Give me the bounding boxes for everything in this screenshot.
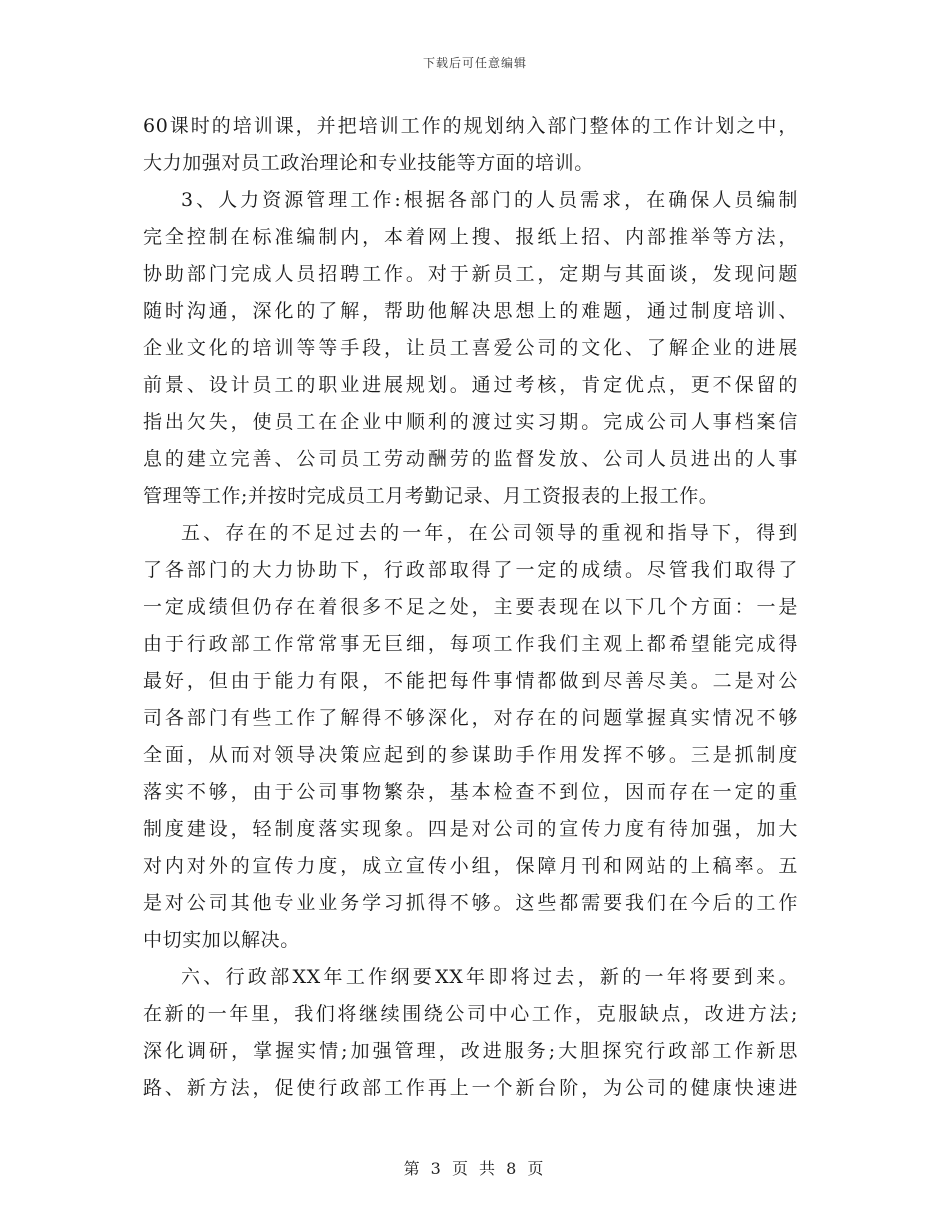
text-line: 是对公司其他专业业务学习抓得不够。这些都需要我们在今后的工作	[143, 892, 798, 914]
text-line: 息的建立完善、公司员工劳动酬劳的监督发放、公司人员进出的人事	[143, 448, 798, 470]
text-line: 指出欠失，使员工在企业中顺利的渡过实习期。完成公司人事档案信	[143, 411, 798, 433]
text-line: 最好，但由于能力有限，不能把每件事情都做到尽善尽美。二是对公	[143, 670, 798, 692]
text-line: 大力加强对员工政治理论和专业技能等方面的培训。	[143, 152, 594, 174]
page-header: 下载后可任意编辑	[422, 56, 527, 70]
text-line: 制度建设，轻制度落实现象。四是对公司的宣传力度有待加强，加大	[143, 818, 798, 840]
text-line: 完全控制在标准编制内，本着网上搜、报纸上招、内部推举等方法，	[143, 226, 798, 248]
text-line: 中切实加以解决。	[143, 929, 300, 951]
text-line: 由于行政部工作常常事无巨细，每项工作我们主观上都希望能完成得	[143, 633, 798, 655]
text-line: 3、人力资源管理工作:根据各部门的人员需求，在确保人员编制	[181, 189, 798, 211]
text-line: 六、行政部XX年工作纲要XX年即将过去，新的一年将要到来。	[181, 966, 798, 988]
text-line: 五、存在的不足过去的一年，在公司领导的重视和指导下，得到	[181, 522, 798, 544]
text-line: 随时沟通，深化的了解，帮助他解决思想上的难题，通过制度培训、	[143, 300, 798, 322]
text-line: 一定成绩但仍存在着很多不足之处，主要表现在以下几个方面：一是	[143, 596, 798, 618]
document-body	[143, 108, 798, 1107]
text-line: 协助部门完成人员招聘工作。对于新员工，定期与其面谈，发现问题	[143, 263, 798, 285]
text-line: 管理等工作;并按时完成员工月考勤记录、月工资报表的上报工作。	[143, 485, 719, 507]
text-line: 司各部门有些工作了解得不够深化，对存在的问题掌握真实情况不够	[143, 707, 798, 729]
text-line: 落实不够，由于公司事物繁杂，基本检查不到位，因而存在一定的重	[143, 781, 798, 803]
text-line: 对内对外的宣传力度，成立宣传小组，保障月刊和网站的上稿率。五	[143, 855, 798, 877]
text-line: 企业文化的培训等等手段，让员工喜爱公司的文化、了解企业的进展	[143, 337, 798, 359]
text-line: 深化调研，掌握实情;加强管理，改进服务;大胆探究行政部工作新思	[143, 1040, 798, 1062]
text-line: 全面，从而对领导决策应起到的参谋助手作用发挥不够。三是抓制度	[143, 744, 798, 766]
text-line: 在新的一年里，我们将继续围绕公司中心工作，克服缺点，改进方法;	[143, 1003, 798, 1025]
text-line: 60课时的培训课，并把培训工作的规划纳入部门整体的工作计划之中，	[143, 115, 798, 137]
text-line: 了各部门的大力协助下，行政部取得了一定的成绩。尽管我们取得了	[143, 559, 798, 581]
text-line: 路、新方法，促使行政部工作再上一个新台阶，为公司的健康快速进	[143, 1077, 798, 1099]
text-line: 前景、设计员工的职业进展规划。通过考核，肯定优点，更不保留的	[143, 374, 798, 396]
page-number: 第 3 页 共 8 页	[403, 1159, 547, 1178]
